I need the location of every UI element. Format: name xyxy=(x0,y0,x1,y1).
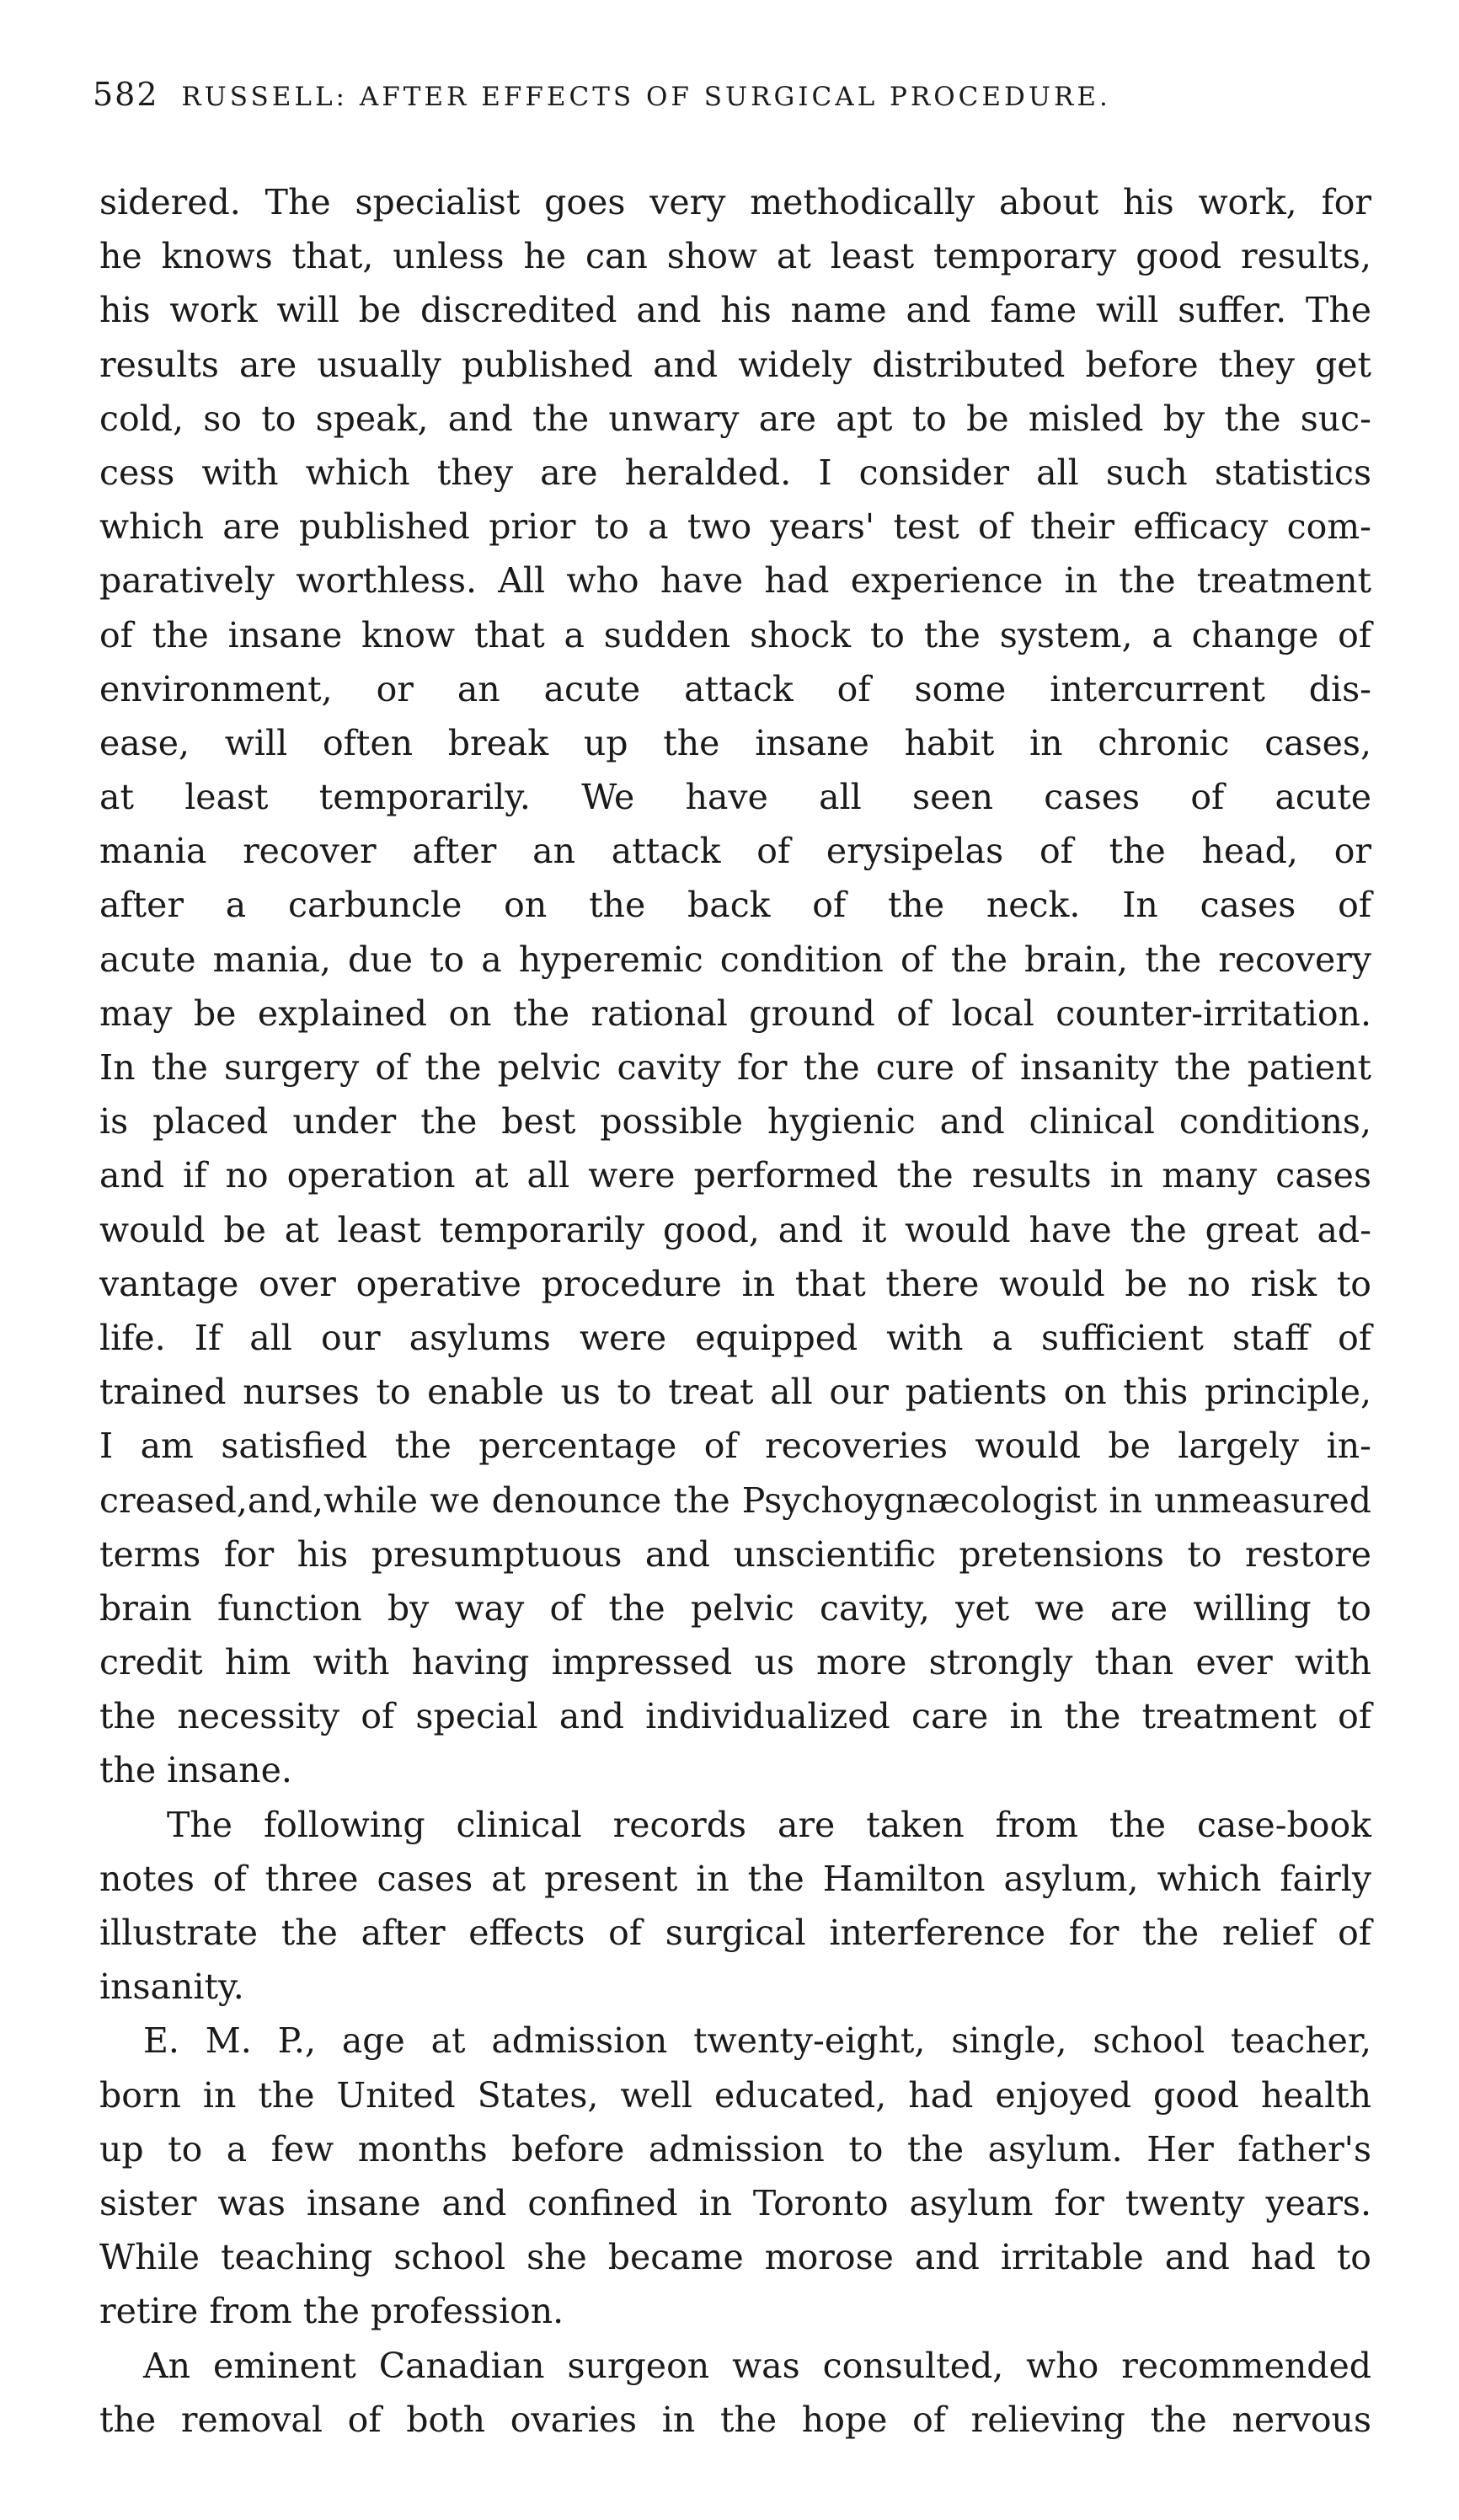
text-line: mania recover after an attack of erysipelas of the head, or xyxy=(99,831,1371,872)
text-line: results are usually published and widely distributed before they get xyxy=(99,344,1371,385)
text-line: sidered. The specialist goes very methodically about his work, for xyxy=(99,182,1371,222)
text-line: he knows that, unless he can show at least temporary good results, xyxy=(99,236,1371,277)
text-line: the removal of both ovaries in the hope of relieving the nervous xyxy=(99,2399,1371,2440)
text-line: insanity. xyxy=(99,1966,244,2008)
text-line: born in the United States, well educated, had enjoyed good health xyxy=(99,2074,1371,2116)
text-line: may be explained on the rational ground of local counter-irritation. xyxy=(99,992,1371,1034)
text-line: cess with which they are heralded. I consider all such statistics xyxy=(99,452,1371,493)
text-line: environment, or an acute attack of some intercurrent dis- xyxy=(99,668,1371,709)
text-line: acute mania, due to a hyperemic condition of the brain, the recovery xyxy=(99,939,1371,980)
text-line: E. M. P., age at admission twenty-eight, single, school teacher, xyxy=(143,2020,1371,2062)
page-number: 582 xyxy=(93,76,159,113)
body-text xyxy=(99,175,1371,2447)
text-line: cold, so to speak, and the unwary are apt to be misled by the suc- xyxy=(99,398,1371,439)
paragraph-case-emp xyxy=(99,2014,1371,2338)
paragraph-continuation xyxy=(99,175,1371,1798)
text-line: The following clinical records are taken from the case-book xyxy=(167,1804,1371,1845)
text-line: sister was insane and confined in Toronto asylum for twenty years. xyxy=(99,2182,1371,2223)
text-line: ease, will often break up the insane habit in chronic cases, xyxy=(99,722,1371,763)
text-line: is placed under the best possible hygienic and clinical conditions, xyxy=(99,1101,1371,1142)
text-line: terms for his presumptuous and unscientific pretensions to restore xyxy=(99,1533,1371,1575)
text-line: his work will be discredited and his name and fame will suffer. The xyxy=(99,290,1371,331)
text-line: illustrate the after effects of surgical interference for the relief of xyxy=(99,1913,1371,1953)
text-line: of the insane know that a sudden shock to the system, a change of xyxy=(99,614,1371,655)
text-line: brain function by way of the pelvic cavity, yet we are willing to xyxy=(99,1587,1371,1629)
text-line: paratively worthless. All who have had experience in the treatment xyxy=(99,560,1371,602)
text-line: credit him with having impressed us more strongly than ever with xyxy=(99,1642,1371,1683)
paragraph-clinical-records-intro xyxy=(99,1798,1371,2014)
running-head xyxy=(93,74,1373,117)
text-line: after a carbuncle on the back of the neck. In cases of xyxy=(99,885,1371,926)
text-line: An eminent Canadian surgeon was consulted, who recommended xyxy=(143,2345,1371,2386)
text-line: I am satisfied the percentage of recoveries would be largely in- xyxy=(99,1426,1371,1467)
text-line: life. If all our asylums were equipped with a sufficient staff of xyxy=(99,1317,1371,1358)
text-line: the insane. xyxy=(99,1750,292,1791)
text-line: retire from the profession. xyxy=(99,2291,564,2332)
text-line: up to a few months before admission to the asylum. Her father's xyxy=(99,2128,1371,2170)
text-line: vantage over operative procedure in that there would be no risk to xyxy=(99,1263,1371,1304)
text-line: would be at least temporarily good, and it would have the great ad- xyxy=(99,1209,1371,1250)
text-line: notes of three cases at present in the Hamilton asylum, which fairly xyxy=(99,1858,1371,1899)
text-line: creased,and,while we denounce the Psychoygnæcologist in unmeasured xyxy=(99,1479,1371,1521)
text-line: at least temporarily. We have all seen cases of acute xyxy=(99,777,1371,818)
text-line: the necessity of special and individualized care in the treatment of xyxy=(99,1696,1371,1737)
text-line: which are published prior to a two years' test of their efficacy com- xyxy=(99,506,1371,548)
running-title: RUSSELL: AFTER EFFECTS OF SURGICAL PROCEDURE. xyxy=(181,82,1111,112)
text-line: In the surgery of the pelvic cavity for the cure of insanity the patient xyxy=(99,1047,1371,1088)
text-line: While teaching school she became morose and irritable and had to xyxy=(99,2237,1371,2278)
paragraph-surgeon-consulted xyxy=(99,2339,1371,2447)
text-line: trained nurses to enable us to treat all our patients on this principle, xyxy=(99,1372,1371,1413)
text-line: and if no operation at all were performed the results in many cases xyxy=(99,1155,1371,1196)
